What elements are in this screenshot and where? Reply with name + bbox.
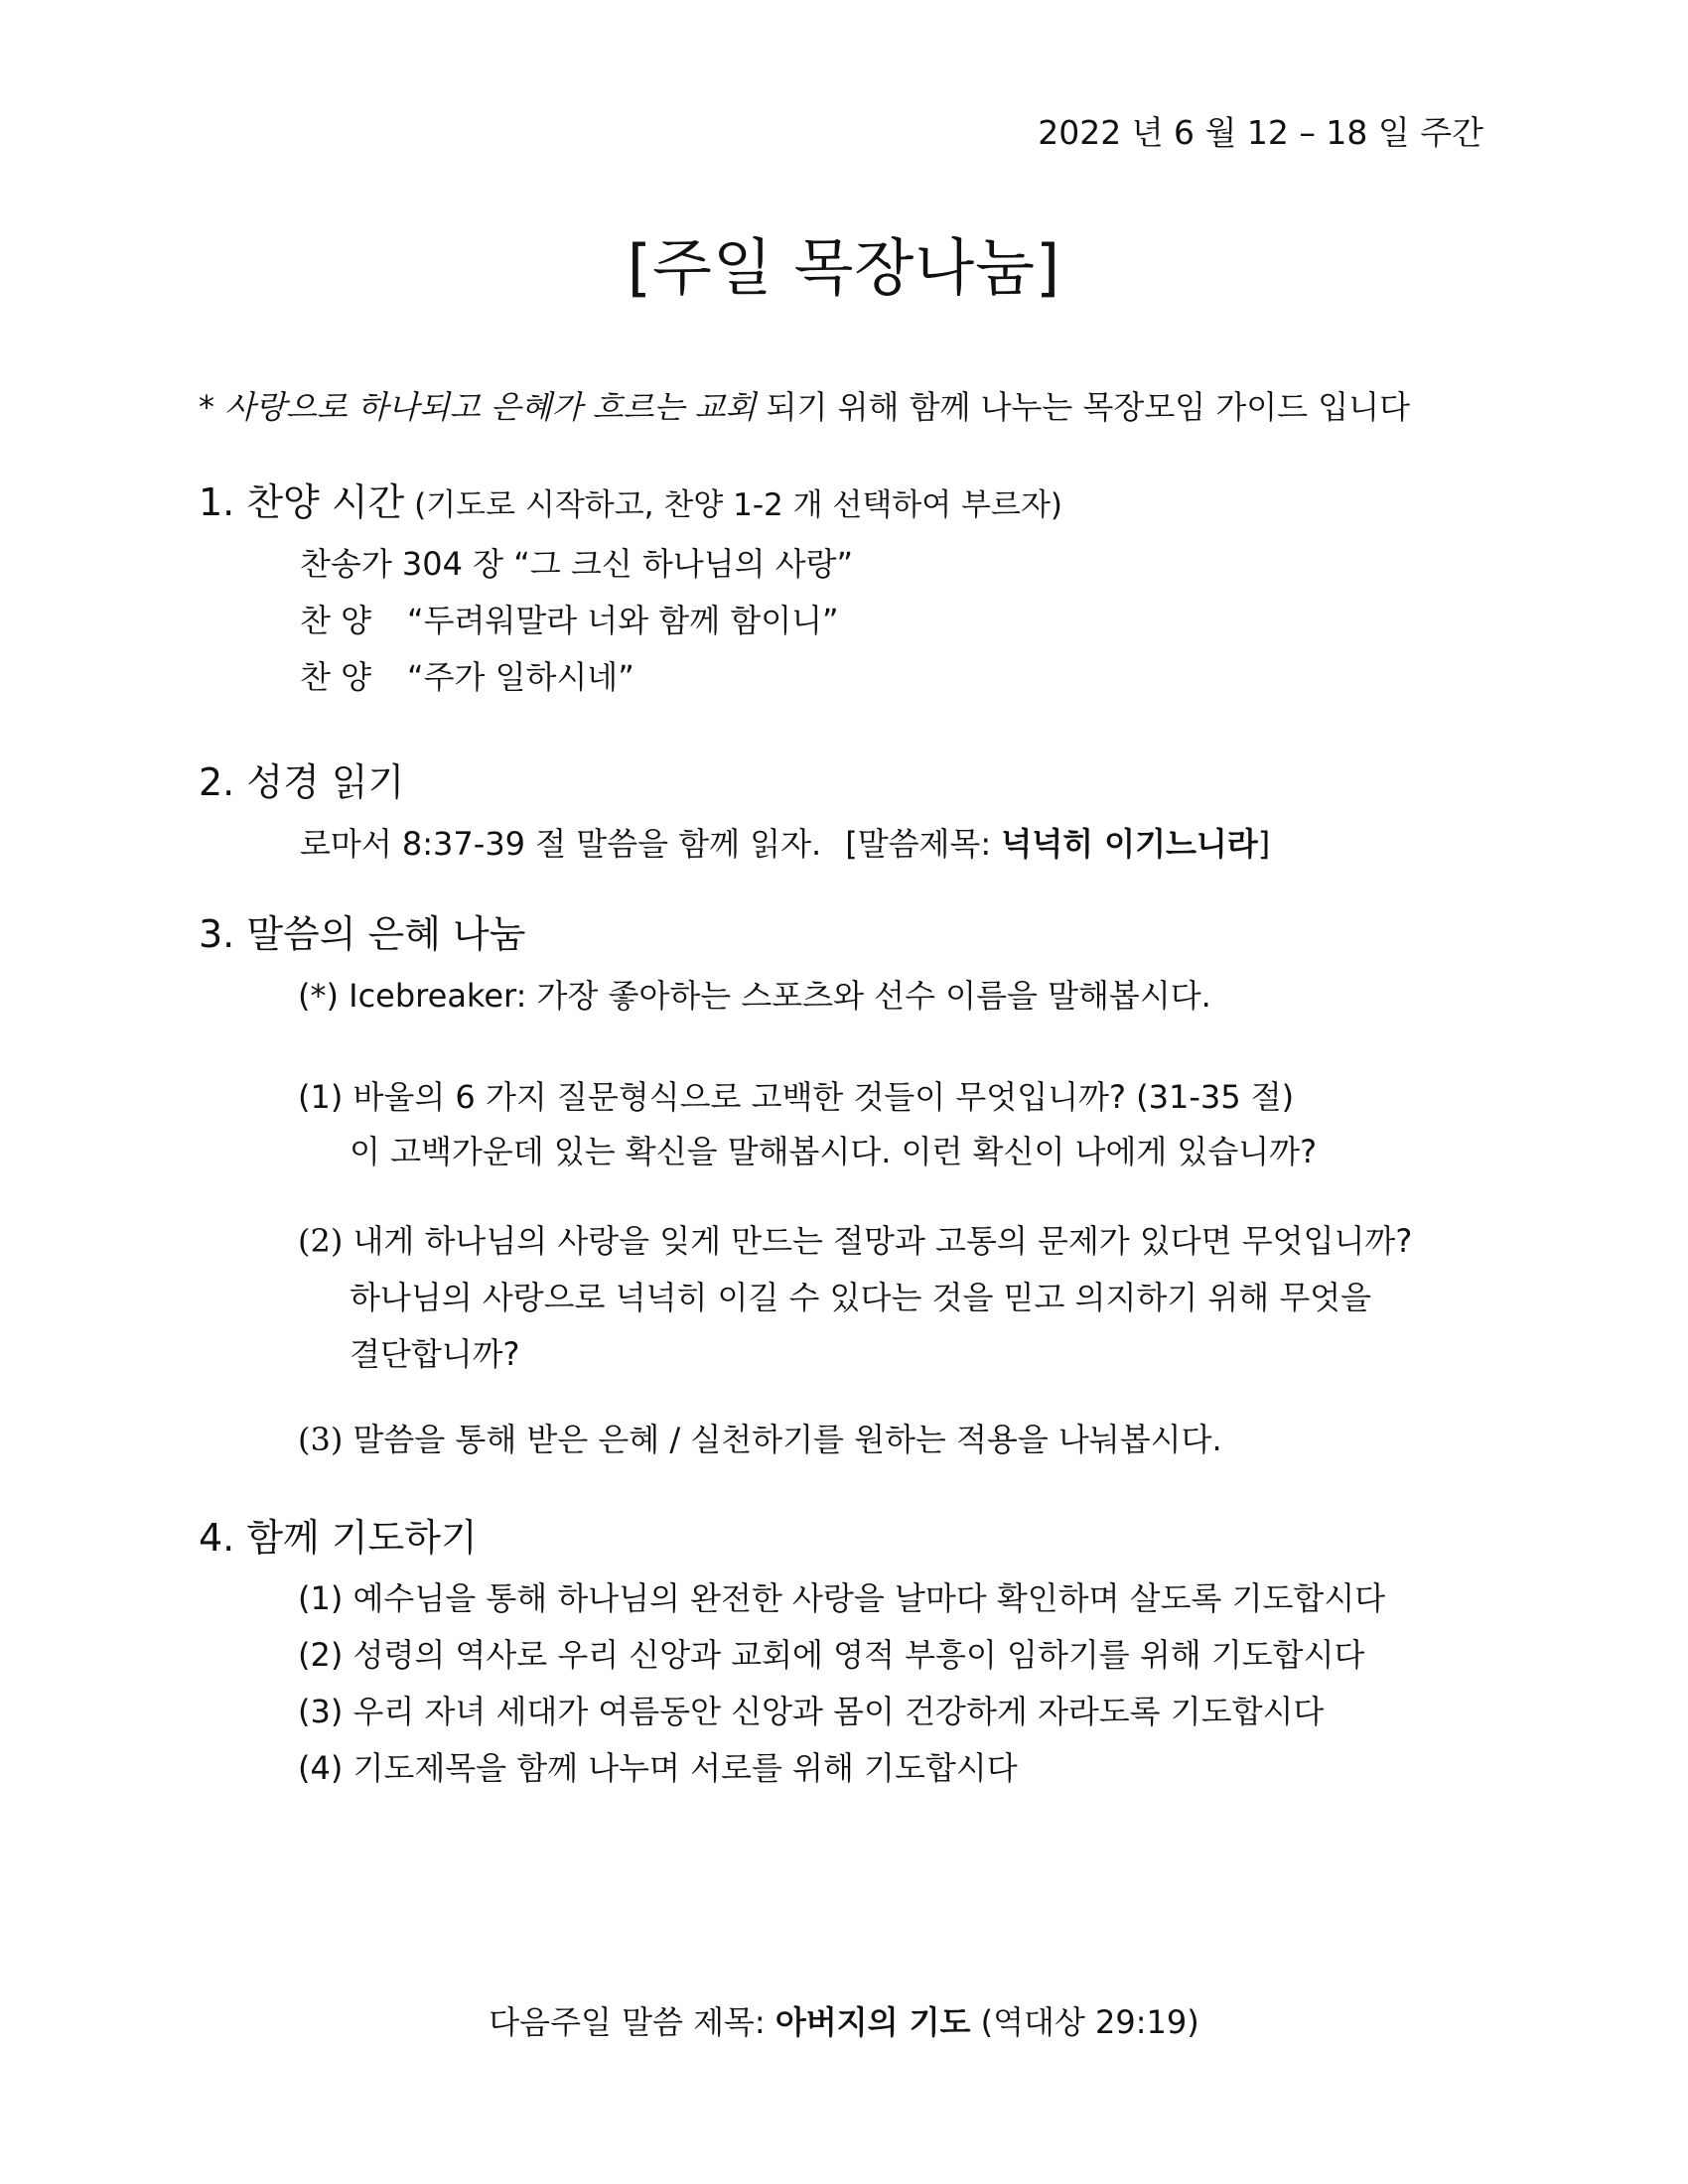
song-title: “주가 일하시네”: [407, 658, 634, 696]
next-sermon: [0, 1997, 1688, 2043]
song-item: [300, 539, 853, 585]
section-worship-heading: [199, 472, 1062, 526]
bible-reading: [300, 819, 1270, 865]
song-title: “두려워말라 너와 함께 함이니”: [407, 602, 839, 639]
question-2-number: (2): [298, 1222, 344, 1260]
prayer-item: (1) 예수님을 통해 하나님의 완전한 사랑을 날마다 확인하며 살도록 기도합시다: [298, 1579, 1386, 1617]
song-item: [300, 652, 634, 698]
song-title: “그 크신 하나님의 사랑”: [513, 545, 854, 583]
church-motto: 사랑으로 하나되고 은혜가 흐르는 교회: [224, 388, 757, 426]
intro-prefix: *: [199, 388, 225, 426]
prayer-item: (2) 성령의 역사로 우리 신앙과 교회에 영적 부흥이 임하기를 위해 기도합시다: [298, 1636, 1365, 1674]
next-sermon-title: 아버지의 기도: [774, 2003, 971, 2041]
song-label: 찬송가 304 장: [300, 545, 504, 583]
question-1-line-2: 이 고백가운데 있는 확신을 말해봅시다. 이런 확신이 나에게 있습니까?: [350, 1133, 1318, 1170]
reading-passage: 로마서 8:37-39 절 말씀을 함께 읽자.: [300, 825, 822, 863]
song-item: [300, 596, 839, 641]
sermon-title-prefix: [말씀제목:: [845, 825, 1002, 863]
question-1-line-1: (1) 바울의 6 가지 질문형식으로 고백한 것들이 무엇입니까? (31-35 절): [298, 1078, 1295, 1116]
next-sermon-reference: (역대상 29:19): [970, 2003, 1199, 2041]
prayer-item: (3) 우리 자녀 세대가 여름동안 신앙과 몸이 건강하게 자라도록 기도합시다: [298, 1693, 1325, 1730]
sermon-title: 넉넉히 이기느니라: [1001, 825, 1258, 863]
section-prayer-heading: 4. 함께 기도하기: [199, 1516, 478, 1560]
intro-text: [199, 382, 1410, 428]
question-2-text: 내게 하나님의 사랑을 잊게 만드는 절망과 고통의 문제가 있다면 무엇입니까?: [343, 1222, 1413, 1260]
icebreaker-question: (*) Icebreaker: 가장 좋아하는 스포츠와 선수 이름을 말해봅시다.: [298, 977, 1211, 1015]
question-2-line-1: [298, 1216, 1412, 1262]
question-2-line-2: 하나님의 사랑으로 넉넉히 이길 수 있다는 것을 믿고 의지하기 위해 무엇을: [350, 1279, 1372, 1316]
question-2-line-3: 결단합니까?: [350, 1335, 520, 1373]
section-worship-note: (기도로 시작하고, 찬양 1-2 개 선택하여 부르자): [404, 487, 1062, 523]
page-title: [주일 목장나눔]: [627, 231, 1061, 304]
week-date: 2022 년 6 월 12 – 18 일 주간: [1038, 113, 1483, 152]
prayer-item: (4) 기도제목을 함께 나누며 서로를 위해 기도합시다: [298, 1749, 1018, 1787]
next-sermon-prefix: 다음주일 말씀 제목:: [489, 2003, 775, 2041]
section-sharing-heading: 3. 말씀의 은혜 나눔: [199, 912, 526, 956]
song-label: 찬 양: [300, 658, 371, 696]
question-3-line-1: [298, 1415, 1222, 1460]
question-3-text: 말씀을 통해 받은 은혜 / 실천하기를 원하는 적용을 나눠봅시다.: [343, 1421, 1222, 1458]
intro-rest: 되기 위해 함께 나누는 목장모임 가이드 입니다: [756, 388, 1410, 426]
question-3-number: (3): [298, 1421, 344, 1458]
section-bible-heading: 2. 성경 읽기: [199, 760, 405, 804]
sermon-title-suffix: ]: [1257, 825, 1271, 863]
section-worship-title: 1. 찬양 시간: [199, 480, 405, 524]
song-label: 찬 양: [300, 602, 371, 639]
